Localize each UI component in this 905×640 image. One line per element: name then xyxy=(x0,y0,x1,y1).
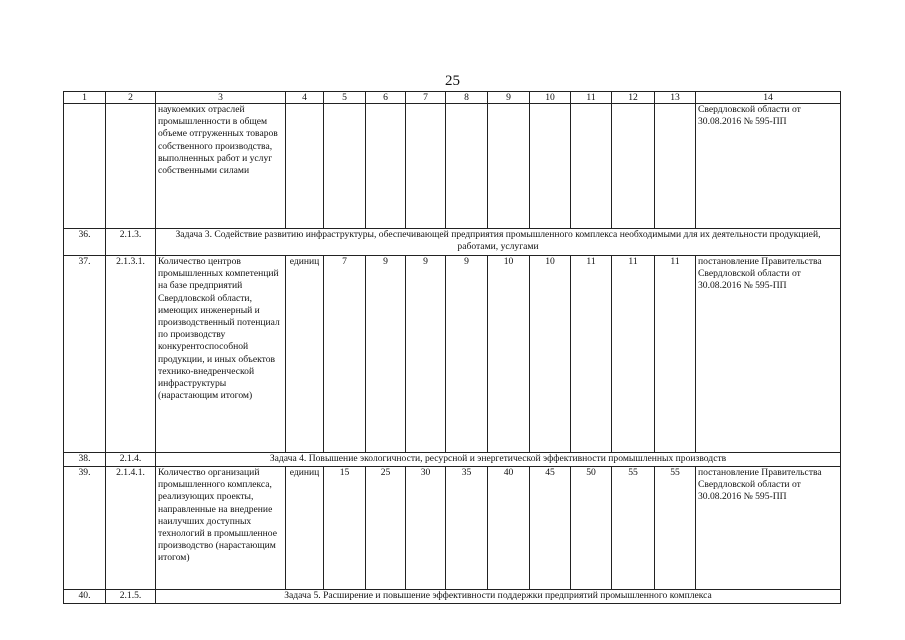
cell-value xyxy=(324,104,366,229)
cell-task-text: Задача 4. Повышение экологичности, ресурсной и энергетической эффективности промышленных производств xyxy=(156,453,841,467)
cell-code: 2.1.5. xyxy=(106,590,156,604)
cell-num xyxy=(64,104,106,229)
cell-value xyxy=(446,104,488,229)
cell-unit: единиц xyxy=(286,256,324,453)
column-header: 1 xyxy=(64,92,106,104)
column-header: 13 xyxy=(655,92,696,104)
cell-value: 35 xyxy=(446,467,488,590)
column-header: 2 xyxy=(106,92,156,104)
cell-source: постановление Правительства Свердловской области от 30.08.2016 № 595-ПП xyxy=(696,467,841,590)
table-row-task xyxy=(64,229,841,256)
column-header: 14 xyxy=(696,92,841,104)
cell-value: 55 xyxy=(655,467,696,590)
cell-value: 9 xyxy=(366,256,406,453)
cell-code xyxy=(106,104,156,229)
cell-code: 2.1.4. xyxy=(106,453,156,467)
table-row-indicator xyxy=(64,467,841,590)
cell-value: 9 xyxy=(406,256,446,453)
cell-value: 11 xyxy=(571,256,612,453)
indicators-table xyxy=(63,91,841,604)
cell-code: 2.1.4.1. xyxy=(106,467,156,590)
cell-source: постановление Правительства Свердловской области от 30.08.2016 № 595-ПП xyxy=(696,256,841,453)
cell-value xyxy=(530,104,571,229)
cell-num: 36. xyxy=(64,229,106,256)
cell-task-text: Задача 3. Содействие развитию инфраструктуры, обеспечивающей предприятия промышленного комплекса необходимыми для их деятельности продукцией, работами, услугами xyxy=(156,229,841,256)
cell-code: 2.1.3.1. xyxy=(106,256,156,453)
cell-value: 11 xyxy=(612,256,655,453)
table-row-indicator xyxy=(64,256,841,453)
cell-value: 45 xyxy=(530,467,571,590)
cell-value xyxy=(612,104,655,229)
cell-task-text: Задача 5. Расширение и повышение эффективности поддержки предприятий промышленного комплекса xyxy=(156,590,841,604)
cell-value xyxy=(655,104,696,229)
cell-value: 10 xyxy=(530,256,571,453)
table-row-task xyxy=(64,453,841,467)
column-header: 10 xyxy=(530,92,571,104)
cell-value: 15 xyxy=(324,467,366,590)
table-row-task xyxy=(64,590,841,604)
cell-value: 11 xyxy=(655,256,696,453)
cell-value: 50 xyxy=(571,467,612,590)
column-header: 7 xyxy=(406,92,446,104)
cell-code: 2.1.3. xyxy=(106,229,156,256)
column-header: 3 xyxy=(156,92,286,104)
cell-value: 40 xyxy=(488,467,530,590)
cell-unit xyxy=(286,104,324,229)
cell-value: 25 xyxy=(366,467,406,590)
column-header: 4 xyxy=(286,92,324,104)
cell-value: 9 xyxy=(446,256,488,453)
cell-indicator-name: Количество организаций промышленного комплекса, реализующих проекты, направленные на внедрение наилучших доступных технологий в промышленное производство (нарастающим итогом) xyxy=(156,467,286,590)
page-number: 25 xyxy=(445,73,460,89)
cell-num: 37. xyxy=(64,256,106,453)
column-number-row xyxy=(64,92,841,104)
cell-value: 55 xyxy=(612,467,655,590)
cell-unit: единиц xyxy=(286,467,324,590)
cell-num: 39. xyxy=(64,467,106,590)
column-header: 11 xyxy=(571,92,612,104)
column-header: 9 xyxy=(488,92,530,104)
cell-value: 10 xyxy=(488,256,530,453)
cell-num: 38. xyxy=(64,453,106,467)
column-header: 5 xyxy=(324,92,366,104)
column-header: 6 xyxy=(366,92,406,104)
cell-value: 7 xyxy=(324,256,366,453)
cell-value xyxy=(406,104,446,229)
column-header: 8 xyxy=(446,92,488,104)
cell-value xyxy=(571,104,612,229)
cell-value xyxy=(488,104,530,229)
table-row-continuation xyxy=(64,104,841,229)
cell-value: 30 xyxy=(406,467,446,590)
cell-indicator-name: наукоемких отраслей промышленности в общем объеме отгруженных товаров собственного производства, выполненных работ и услуг собственными силами xyxy=(156,104,286,229)
cell-source: Свердловской области от 30.08.2016 № 595-ПП xyxy=(696,104,841,229)
cell-value xyxy=(366,104,406,229)
cell-num: 40. xyxy=(64,590,106,604)
column-header: 12 xyxy=(612,92,655,104)
cell-indicator-name: Количество центров промышленных компетенций на базе предприятий Свердловской области, имеющих инженерный и производственный потенциал по производству конкурентоспособной продукции, и иных объектов технико-внедренческой инфраструктуры (нарастающим итогом) xyxy=(156,256,286,453)
